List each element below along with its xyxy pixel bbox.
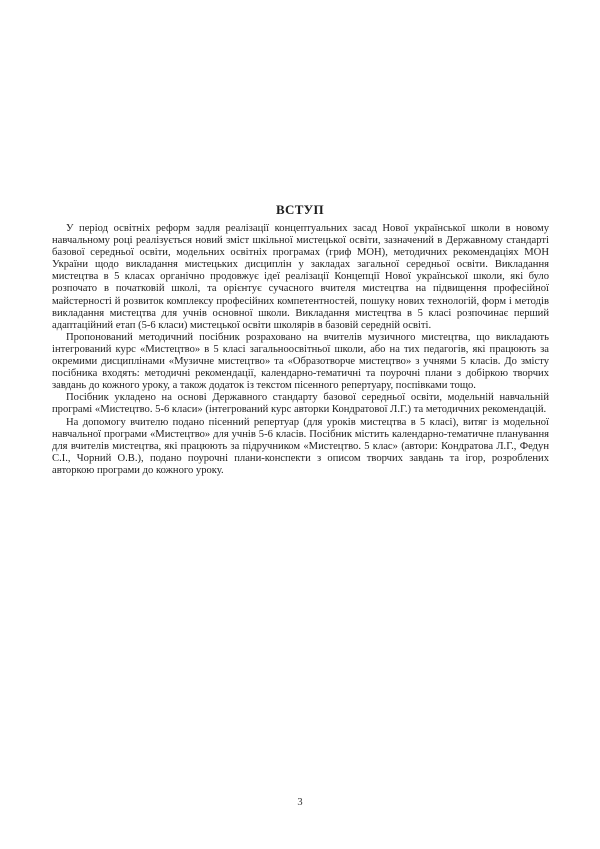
paragraph-2: Пропонований методичний посібник розраховано на вчителів музичного мистецтва, що викладають інтегрований курс «Мистецтво» в 5 класі загальноосвітньої школи, або на тих педагогів, які працюють за окремими дисциплінами «Музичне мистецтво» та «Образотворче мистецтво» з учнями 5 класів. До змісту посібника входять: методичні рекомендації, календарно-тематичні та поурочні плани з добіркою творчих завдань до кожного уроку, а також додаток із текстом пісенного репертуару, поспівками тощо. [52, 331, 549, 392]
paragraph-1: У період освітніх реформ задля реалізації концептуальних засад Нової української школи в новому навчальному році реалізується новий зміст шкільної мистецької освіти, зазначений в Державному стандарті базової середньої освіти, модельних освітніх програмах (гриф МОН), методичних рекомендаціях МОН України щодо викладання мистецьких дисциплін у закладах загальної середньої освіти. Викладання мистецтва в 5 класах органічно продовжує ідеї реалізації Концепції Нової української школи, які було розпочато в початковій школі, та орієнтує сучасного вчителя мистецтва на підвищення професійної майстерності й розвиток комплексу професійних компетентностей, пошуку нових технологій, форм і методів викладання мистецтва для учнів основної школи. Викладання мистецтва в 5 класі розпочинає перший адаптаційний етап (5-6 класи) мистецької освіти школярів в базовій середній освіті. [52, 223, 549, 331]
section-title: ВСТУП [276, 202, 324, 217]
paragraph-4: На допомогу вчителю подано пісенний репертуар (для уроків мистецтва в 5 класі), витяг із модельної навчальної програми «Мистецтво» для учнів 5-6 класів. Посібник містить календарно-тематичне планування для вчителів мистецтва, які працюють за підручником «Мистецтво. 5 клас» (автори: Кондратова Л.Г., Федун С.І., Чорний О.В.), подано поурочні плани-конспекти з описом творчих завдань та ігор, розроблених авторкою програми до кожного уроку. [52, 416, 549, 476]
page-number: 3 [297, 797, 303, 808]
body-text [52, 223, 549, 477]
paragraph-3: Посібник укладено на основі Державного стандарту базової середньої освіти, модельній навчальній програмі «Мистецтво. 5-6 класи» (інтегрований курс авторки Кондратової Л.Г.) та методичних рекомендацій. [52, 392, 549, 416]
